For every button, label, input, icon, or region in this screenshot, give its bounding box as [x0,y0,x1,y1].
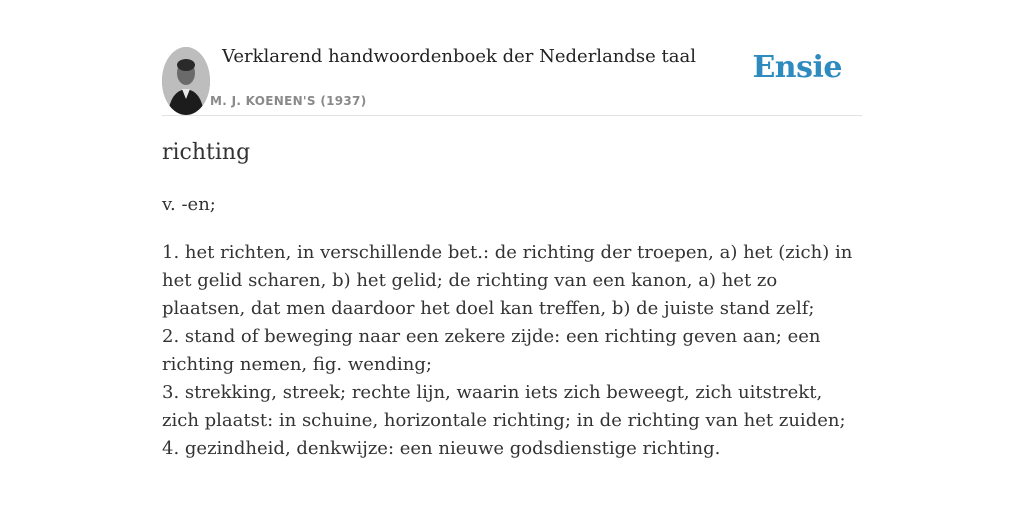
grammar-info: v. -en; [162,194,216,215]
book-title: Verklarend handwoordenboek der Nederlandse taal [222,46,696,67]
definition-sense: 2. stand of beweging naar een zekere zijde: een richting geven aan; een richting nemen, fig. wending; [162,326,821,375]
book-subtitle: M. J. KOENEN'S (1937) [210,94,367,108]
headword: richting [162,140,251,165]
definition-sense: 3. strekking, streek; rechte lijn, waarin iets zich beweegt, zich uitstrekt, zich plaatst: in schuine, horizontale richting; in de richting van het zuiden; [162,382,846,431]
definition-sense: 4. gezindheid, denkwijze: een nieuwe godsdienstige richting. [162,438,721,459]
author-portrait-icon [162,47,210,115]
page [162,0,862,459]
definition-sense: 1. het richten, in verschillende bet.: de richting der troepen, a) het (zich) in het gelid scharen, b) het gelid; de richting van een kanon, a) het zo plaatsen, dat men daardoor het doel kan treffen, b) de juiste stand zelf; [162,242,853,319]
header [162,0,862,116]
brand-logo-link[interactable]: Ensie [752,50,842,85]
definitions [162,239,862,463]
